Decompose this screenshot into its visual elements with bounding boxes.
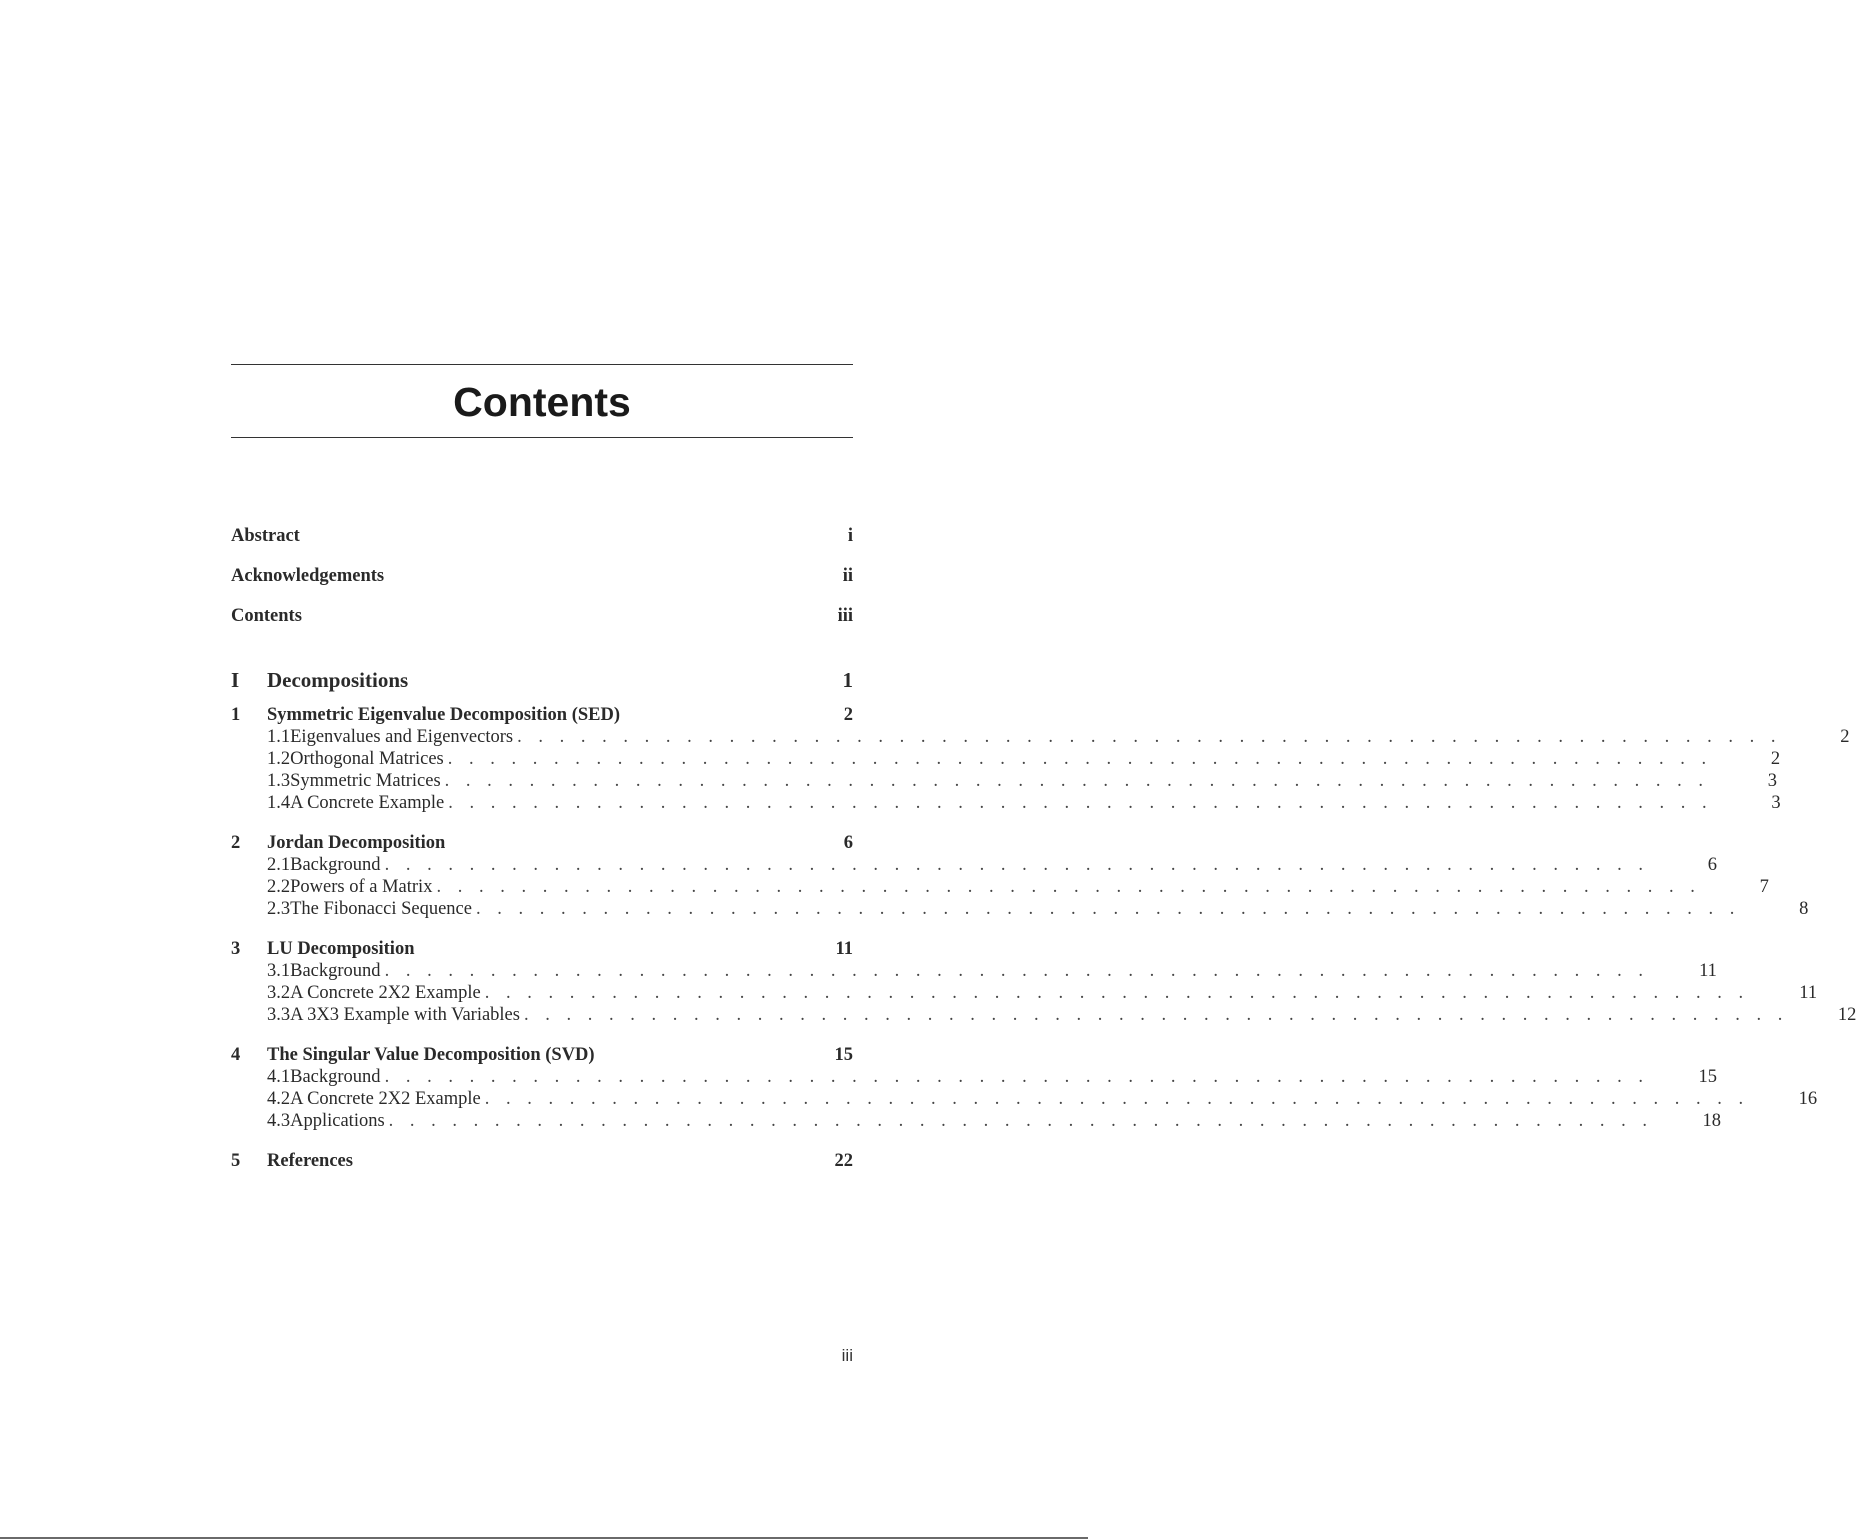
section-page: 12	[1837, 1005, 1856, 1025]
dot-leader: . . . . . . . . . . . . . . . . . . . . . . . . . . . . . . . . . . . . . . . . . . . . . . . . . . . . . . . . . . . .	[436, 877, 1701, 897]
dot-leader: . . . . . . . . . . . . . . . . . . . . . . . . . . . . . . . . . . . . . . . . . . . . . . . . . . . . . . . . . . . .	[475, 899, 1741, 919]
section-page: 16	[1798, 1089, 1818, 1109]
footer-page-number: iii	[841, 1346, 853, 1365]
section-label: A 3X3 Example with Variables	[290, 1005, 520, 1025]
section-number: 1.3	[267, 771, 291, 791]
chapter-number: 3	[231, 939, 241, 959]
section-number: 1.1	[267, 727, 291, 747]
toc-section[interactable]	[231, 726, 1850, 748]
part-label: Decompositions	[267, 668, 409, 692]
section-label: Eigenvalues and Eigenvectors	[290, 727, 514, 747]
dot-leader: . . . . . . . . . . . . . . . . . . . . . . . . . . . . . . . . . . . . . . . . . . . . . . . . . . . . . . . . . . . .	[517, 727, 1782, 747]
toc-chapter[interactable]	[231, 938, 853, 960]
toc-entry-page: iii	[837, 606, 853, 626]
chapter-label: References	[267, 1151, 353, 1171]
chapter-label: The Singular Value Decomposition (SVD)	[267, 1045, 595, 1065]
section-page: 6	[1707, 855, 1717, 875]
section-page: 2	[1770, 749, 1781, 769]
section-number: 4.1	[267, 1067, 291, 1087]
dot-leader: . . . . . . . . . . . . . . . . . . . . . . . . . . . . . . . . . . . . . . . . . . . . . . . . . . . . . . . . . . . .	[484, 1089, 1750, 1109]
toc-entry-label: Abstract	[231, 526, 300, 546]
toc-entry-label: Acknowledgements	[231, 566, 385, 586]
toc-chapter[interactable]	[231, 1044, 853, 1066]
toc-section[interactable]	[231, 982, 1818, 1004]
chapter-group	[231, 704, 1850, 814]
section-page: 11	[1799, 983, 1818, 1003]
toc-entry-label: Contents	[231, 606, 302, 626]
section-number: 3.1	[267, 961, 291, 981]
section-number: 3.3	[267, 1005, 291, 1025]
section-label: A Concrete 2X2 Example	[290, 1089, 481, 1109]
toc-section[interactable]	[231, 876, 1769, 898]
chapter-page: 22	[834, 1151, 853, 1171]
section-number: 4.2	[267, 1089, 291, 1109]
toc-part[interactable]	[231, 664, 853, 704]
dot-leader: . . . . . . . . . . . . . . . . . . . . . . . . . . . . . . . . . . . . . . . . . . . . . . . . . . . . . . . . . . . .	[384, 855, 1649, 875]
toc-chapter[interactable]	[231, 832, 853, 854]
section-page: 8	[1799, 899, 1809, 919]
chapter-number: 1	[231, 705, 241, 725]
toc-entry-page: ii	[842, 566, 853, 586]
section-number: 1.2	[267, 749, 291, 769]
section-label: Powers of a Matrix	[290, 877, 433, 897]
toc-entry-acknowledgements[interactable]	[231, 562, 853, 602]
section-number: 1.4	[267, 793, 291, 813]
toc-section[interactable]	[231, 1110, 1722, 1132]
section-page: 11	[1699, 961, 1717, 981]
toc-section[interactable]	[231, 792, 1781, 814]
dot-leader: . . . . . . . . . . . . . . . . . . . . . . . . . . . . . . . . . . . . . . . . . . . . . . . . . . . . . . . . . . . .	[384, 961, 1649, 981]
section-page: 2	[1840, 727, 1850, 747]
section-number: 2.1	[267, 855, 291, 875]
section-page: 15	[1698, 1067, 1717, 1087]
section-label: A Concrete 2X2 Example	[290, 983, 481, 1003]
section-label: The Fibonacci Sequence	[290, 899, 472, 919]
chapter-number: 4	[231, 1045, 241, 1065]
section-number: 2.3	[267, 899, 291, 919]
section-label: Background	[290, 961, 381, 981]
toc-entry-abstract[interactable]	[231, 522, 853, 562]
contents-header	[231, 364, 853, 438]
dot-leader: . . . . . . . . . . . . . . . . . . . . . . . . . . . . . . . . . . . . . . . . . . . . . . . . . . . . . . . . . . . .	[447, 749, 1713, 769]
dot-leader: . . . . . . . . . . . . . . . . . . . . . . . . . . . . . . . . . . . . . . . . . . . . . . . . . . . . . . . . . . . .	[484, 983, 1750, 1003]
section-number: 4.3	[267, 1111, 291, 1131]
dot-leader: . . . . . . . . . . . . . . . . . . . . . . . . . . . . . . . . . . . . . . . . . . . . . . . . . . . . . . . . . . . .	[384, 1067, 1649, 1087]
chapter-list	[231, 704, 1856, 1172]
section-page: 3	[1771, 793, 1781, 813]
section-label: Orthogonal Matrices	[290, 749, 444, 769]
toc-section[interactable]	[231, 1066, 1717, 1088]
section-label: Background	[290, 1067, 381, 1087]
toc-section[interactable]	[231, 1088, 1818, 1110]
section-number: 2.2	[267, 877, 291, 897]
section-page: 18	[1702, 1111, 1722, 1131]
section-label: A Concrete Example	[290, 793, 445, 813]
chapter-number: 5	[231, 1151, 241, 1171]
toc-section[interactable]	[231, 854, 1717, 876]
dot-leader: . . . . . . . . . . . . . . . . . . . . . . . . . . . . . . . . . . . . . . . . . . . . . . . . . . . . . . . . . . . .	[448, 793, 1713, 813]
page-title: Contents	[453, 379, 631, 425]
toc-section[interactable]	[231, 960, 1717, 982]
dot-leader: . . . . . . . . . . . . . . . . . . . . . . . . . . . . . . . . . . . . . . . . . . . . . . . . . . . . . . . . . . . .	[444, 771, 1710, 791]
toc-chapter[interactable]	[231, 704, 853, 726]
section-label: Background	[290, 855, 381, 875]
chapter-label: LU Decomposition	[267, 939, 415, 959]
chapter-label: Jordan Decomposition	[267, 833, 446, 853]
toc-entry-page: i	[847, 526, 853, 546]
dot-leader: . . . . . . . . . . . . . . . . . . . . . . . . . . . . . . . . . . . . . . . . . . . . . . . . . . . . . . . . . . . .	[523, 1005, 1789, 1025]
section-label: Symmetric Matrices	[290, 771, 441, 791]
bottom-rule	[231, 437, 853, 438]
chapter-label: Symmetric Eigenvalue Decomposition (SED)	[267, 705, 621, 725]
section-page: 7	[1759, 877, 1769, 897]
toc-entry-contents[interactable]	[231, 602, 853, 642]
toc-chapter[interactable]	[231, 1150, 853, 1172]
toc-section[interactable]	[231, 898, 1809, 920]
chapter-group	[231, 938, 1856, 1026]
toc-section[interactable]	[231, 748, 1781, 770]
section-page: 3	[1767, 771, 1778, 791]
table-of-contents	[231, 522, 1856, 1190]
toc-section[interactable]	[231, 1004, 1856, 1026]
chapter-page: 6	[843, 833, 853, 853]
chapter-number: 2	[231, 833, 241, 853]
chapter-group	[231, 832, 1809, 920]
chapter-page: 2	[843, 705, 853, 725]
part-number: I	[231, 668, 240, 692]
toc-section[interactable]	[231, 770, 1778, 792]
chapter-page: 15	[834, 1045, 853, 1065]
section-number: 3.2	[267, 983, 291, 1003]
chapter-group	[231, 1044, 1818, 1132]
chapter-page: 11	[835, 939, 853, 959]
part-page: 1	[842, 668, 853, 692]
section-label: Applications	[290, 1111, 385, 1131]
chapter-group	[231, 1150, 853, 1172]
dot-leader: . . . . . . . . . . . . . . . . . . . . . . . . . . . . . . . . . . . . . . . . . . . . . . . . . . . . . . . . . . . .	[388, 1111, 1654, 1131]
